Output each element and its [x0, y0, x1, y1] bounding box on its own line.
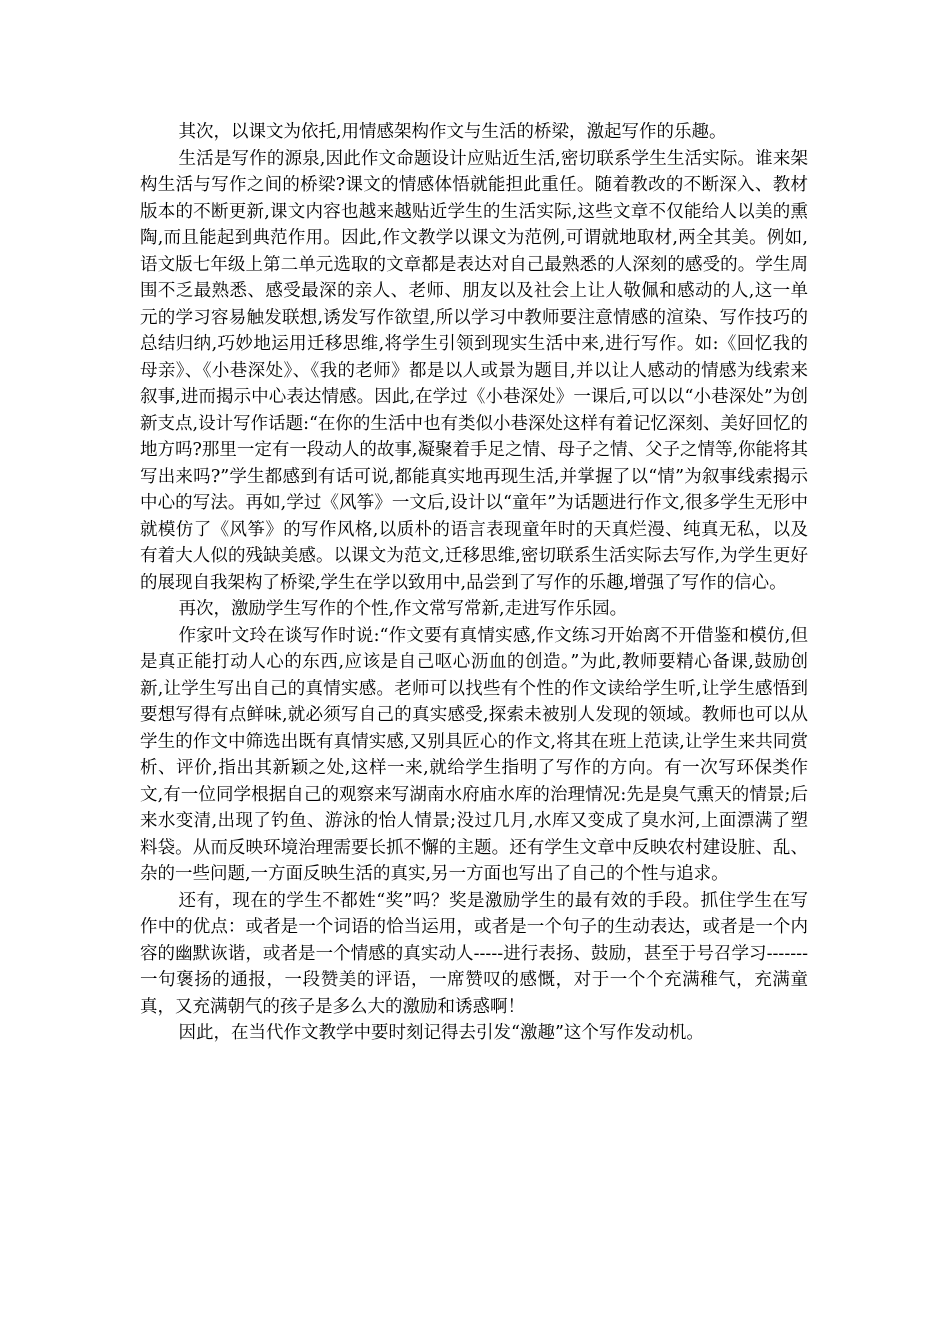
paragraph-3: 再次，激励学生写作的个性,作文常写常新,走进写作乐园。: [178, 599, 628, 619]
paragraph-6: 因此，在当代作文教学中要时刻记得去引发“激趣”这个写作发动机。: [178, 1023, 704, 1043]
paragraph-1: 其次，以课文为依托,用情感架构作文与生活的桥梁，激起写作的乐趣。: [178, 122, 727, 142]
paragraph-4: 作家叶文玲在谈写作时说:“作文要有真情实感,作文练习开始离不开借鉴和模仿,但是真正能打动人心的东西,应该是自己呕心沥血的创造。”为此,教师要精心备课,鼓励创新,让学生写出自己的真情实感。老师可以找些有个性的作文读给学生听,让学生感悟到要想写得有点鲜味,就必须写自己的真实感受,探索未被别人发现的领域。教师也可以从学生的作文中筛选出既有真情实感,又别具匠心的作文,将其在班上范读,让学生来共同赏析、评价,指出其新颖之处,这样一来,就给学生指明了写作的方向。有一次写环保类作文,有一位同学根据自己的观察来写湖南水府庙水库的治理情况:先是臭气熏天的情景;后来水变清,出现了钓鱼、游泳的怡人情景;没过几月,水库又变成了臭水河,上面漂满了塑料袋。从而反映环境治理需要长抓不懈的主题。还有学生文章中反映农村建设脏、乱、杂的一些问题,一方面反映生活的真实,另一方面也写出了自己的个性与追求。: [140, 625, 808, 884]
paragraph-2: 生活是写作的源泉,因此作文命题设计应贴近生活,密切联系学生生活实际。谁来架构生活与写作之间的桥梁?课文的情感体悟就能担此重任。随着教改的不断深入、教材版本的不断更新,课文内容也越来越贴近学生的生活实际,这些文章不仅能给人以美的熏陶,而且能起到典范作用。因此,作文教学以课文为范例,可谓就地取材,两全其美。例如,语文版七年级上第二单元选取的文章都是表达对自己最熟悉的人深刻的感受的。学生周围不乏最熟悉、感受最深的亲人、老师、朋友以及社会上让人敬佩和感动的人,这一单元的学习容易触发联想,诱发写作欲望,所以学习中教师要注意情感的渲染、写作技巧的总结归纳,巧妙地运用迁移思维,将学生引领到现实生活中来,进行写作。如:《回忆我的母亲》、《小巷深处》、《我的老师》都是以人或景为题目,并以让人感动的情感为线索来叙事,进而揭示中心表达情感。因此,在学过《小巷深处》一课后,可以以“小巷深处”为创新支点,设计写作话题:“在你的生活中也有类似小巷深处这样有着记忆深刻、美好回忆的地方吗?那里一定有一段动人的故事,凝聚着手足之情、母子之情、父子之情等,你能将其写出来吗?”学生都感到有话可说,都能真实地再现生活,并掌握了以“情”为叙事线索揭示中心的写法。再如,学过《风筝》一文后,设计以“童年”为话题进行作文,很多学生无形中就模仿了《风筝》的写作风格,以质朴的语言表现童年时的天真烂漫、纯真无私，以及有着大人似的残缺美感。以课文为范文,迁移思维,密切联系生活实际去写作,为学生更好的展现自我架构了桥梁,学生在学以致用中,品尝到了写作的乐趣,增强了写作的信心。: [140, 148, 809, 593]
paragraph-5: 还有，现在的学生不都姓“奖”吗？奖是激励学生的最有效的手段。抓住学生在写作中的优点：或者是一个词语的恰当运用，或者是一个句子的生动表达，或者是一个内容的幽默诙谐，或者是一个情感的真实动人-----进行表扬、鼓励，甚至于号召学习-------一句褒扬的通报，一段赞美的评语，一席赞叹的感慨，对于一个个充满稚气，充满童真，又充满朝气的孩子是多么大的激励和诱惑啊！: [140, 890, 808, 1017]
document-page: [140, 119, 808, 1047]
